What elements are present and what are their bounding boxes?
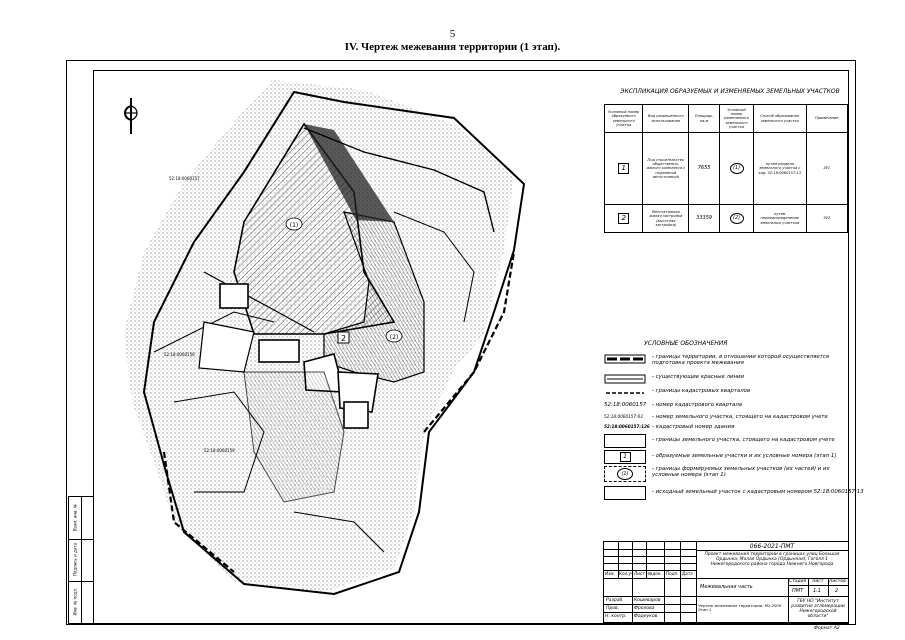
side-stamp-label: Инв. № подл.	[72, 587, 78, 616]
title-block-header: №док.	[648, 571, 662, 576]
legend-item-label: - границы формируемых земельных участков (их частей) и их условные номера (этап 1)	[652, 466, 830, 478]
table-row	[605, 133, 848, 205]
source-plot-symbol	[604, 486, 646, 500]
map-label: (1)	[289, 222, 299, 229]
legend-item-label: - кадастровый номер здания	[652, 424, 735, 430]
table-cell: путем перераспределения земельных участков	[754, 205, 807, 233]
title-block-header: Дата	[682, 571, 693, 576]
legend-title: УСЛОВНЫЕ ОБОЗНАЧЕНИЯ	[644, 340, 728, 347]
legend-item-label: - номер кадастрового квартала	[652, 402, 743, 408]
table-cell: 7655	[689, 133, 720, 205]
sheet-value: 1.1	[813, 588, 821, 594]
title-block-name: Кошеваров	[634, 598, 661, 603]
organization-name: ГБУ НО "Институт развития агломерации Нижегородской области"	[791, 599, 845, 619]
sheets-header: Листов	[829, 579, 846, 584]
quarter-boundary-symbol	[604, 388, 646, 398]
plot-number-box: 2	[618, 213, 629, 224]
table-row	[605, 205, 848, 233]
title-block-role: Пров.	[606, 606, 620, 611]
legend-item-label: - исходный земельный участок с кадастровым номером 52:18:0060157:13	[652, 489, 864, 495]
formed-plot-symbol	[604, 450, 646, 464]
table-cell: Многоэтажная жилая застройка (высотная застройка)	[643, 205, 689, 233]
legend-item-label: - границы кадастровых кварталов	[652, 388, 751, 394]
legend-item-label: - номер земельного участка, стоящего на кадастровом учете	[652, 414, 828, 420]
explication-header: Условный номер изменяемого земельного участка	[720, 105, 754, 133]
explication-header: Условный номер образуемого земельного участка	[605, 105, 643, 133]
legend-symbol-text: (1)	[617, 468, 633, 480]
red-line-symbol	[604, 374, 646, 384]
table-cell: ЗУ2	[806, 205, 847, 233]
legend-symbol-text: 52:18:0060157:63	[604, 414, 643, 419]
cadastral-map	[94, 72, 604, 620]
map-label: 52:18:0060157	[169, 176, 200, 181]
changed-plot-oval: (2)	[730, 213, 744, 224]
title-block-header: Подп.	[666, 571, 679, 576]
registered-plot-symbol	[604, 434, 646, 448]
side-stamp-label: Взам. инв. №	[72, 503, 78, 532]
explication-header: Способ образования земельного участка	[754, 105, 807, 133]
page-number: 5	[449, 28, 456, 40]
table-cell: 33359	[689, 205, 720, 233]
changed-plot-oval: (1)	[730, 163, 744, 174]
paper-format: Формат А2	[814, 626, 840, 631]
legend-symbol-text: 52:18:0060157:126	[604, 424, 650, 429]
title-block-header: Изм.	[605, 571, 615, 576]
legend-item-label: - существующие красные линии	[652, 374, 745, 380]
title-block-name: Фадеуков	[634, 614, 658, 619]
legend-item-label: - образуемые земельные участки и их условные номера (этап 1)	[652, 453, 837, 459]
project-name: Проект межевания территории в границах улиц Большая Ордынка, Малая Ордынка (Ордынная), Гоголя 1 Нижегородского района города Нижнего Новгорода	[704, 552, 840, 567]
title-block	[603, 541, 849, 623]
side-stamp	[68, 496, 94, 624]
formed-part-symbol	[604, 466, 646, 482]
page-title: IV. Чертеж межевания территории (1 этап).	[344, 41, 561, 53]
territory-boundary-symbol	[604, 354, 646, 364]
explication-header: Вид разрешенного использования	[643, 105, 689, 133]
explication-title: ЭКСПЛИКАЦИЯ ОБРАЗУЕМЫХ И ИЗМЕНЯЕМЫХ ЗЕМЕЛЬНЫХ УЧАСТКОВ	[620, 88, 840, 95]
plot-number-box: 1	[618, 163, 629, 174]
table-cell: ЗУ1	[806, 133, 847, 205]
title-block-role: Н. контр.	[605, 614, 627, 619]
table-cell: путем раздела земельного участка с кад. 52:18:0060157:13	[754, 133, 807, 205]
table-cell: Под строительство общественно-жилого комплекса с подземной автостоянкой	[643, 133, 689, 205]
sheets-value: 2	[835, 588, 839, 594]
legend-symbol-text: 52:18:0060157	[604, 402, 647, 408]
sheet-header: Лист	[812, 579, 824, 584]
side-stamp-label: Подпись и дата	[72, 542, 78, 577]
legend-item-label: - границы земельного участка, стоящего на кадастровом учете	[652, 437, 835, 443]
explication-header: Площадь, кв.м	[689, 105, 720, 133]
document-code: 066-2021-ПМТ	[749, 543, 795, 550]
title-block-role: Разраб.	[606, 598, 624, 603]
title-block-name: Фролова	[634, 606, 655, 611]
legend-symbol-text: 1	[620, 452, 631, 462]
map-label: 52:18:0060159	[204, 448, 235, 453]
explication-table	[604, 104, 848, 233]
stage-header: Стадия	[789, 579, 807, 584]
map-label: 2	[340, 334, 347, 343]
title-block-header: Лист	[634, 571, 645, 576]
map-label: 52:18:0060156	[164, 352, 195, 357]
legend-item-label: - границы территории, в отношении которой осуществляется подготовка проекта межевания	[652, 354, 830, 366]
map-label: (2)	[389, 334, 399, 341]
drawing-name: Чертеж межевания территории. М1:2000 Этап 1	[698, 603, 782, 613]
explication-header: Примечание	[806, 105, 847, 133]
section-name: Межевальная часть	[700, 584, 753, 590]
stage-value: ПМТ	[792, 588, 804, 594]
title-block-header: Кол.уч.	[619, 571, 635, 576]
